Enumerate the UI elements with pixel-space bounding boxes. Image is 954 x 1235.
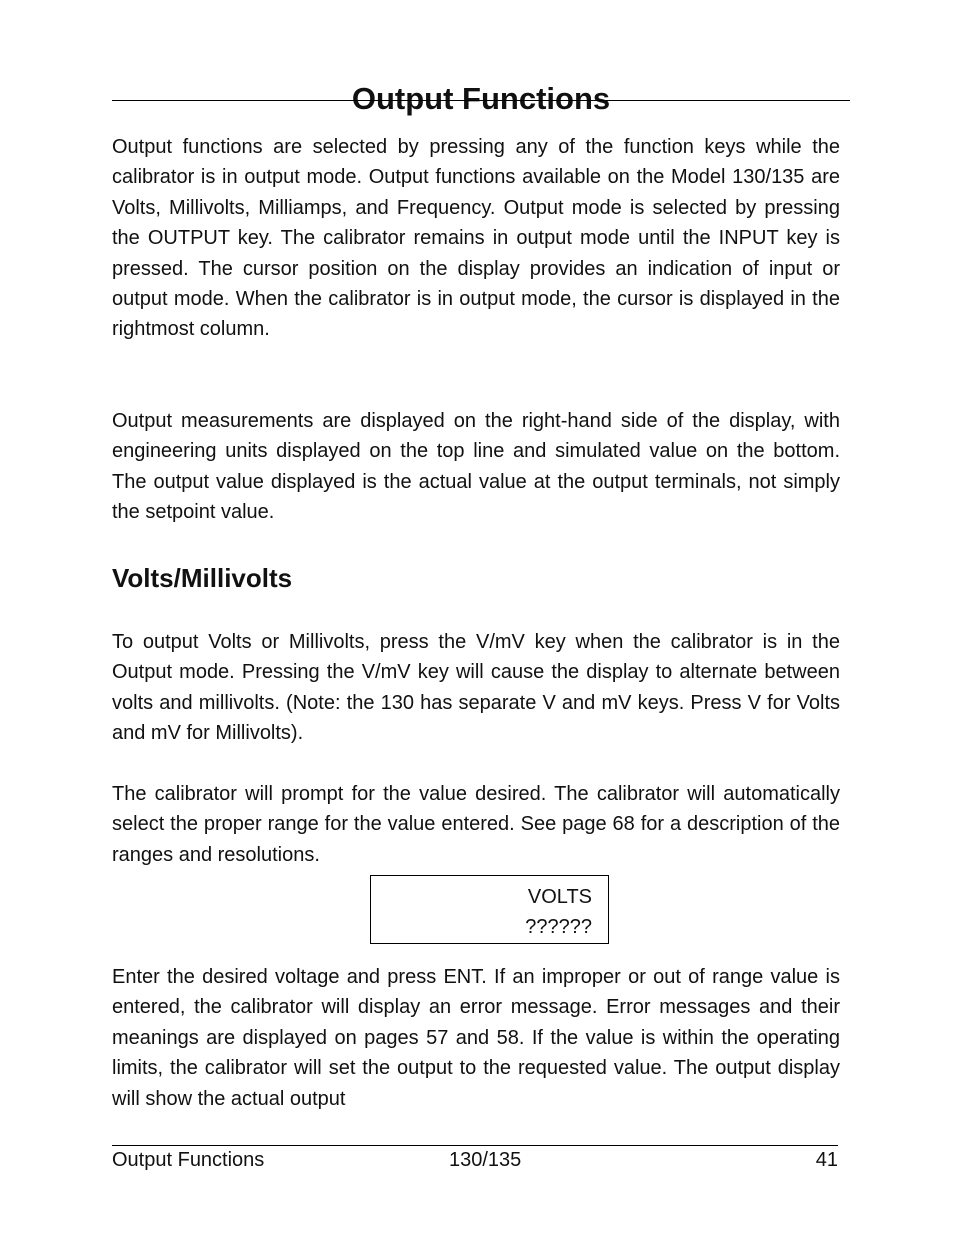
page-number: 41 (815, 1149, 838, 1171)
title-divider (112, 100, 850, 101)
display-example (370, 875, 609, 944)
display-value-line: ?????? (525, 916, 592, 938)
output-measurements-paragraph: Output measurements are displayed on the right-hand side of the display, with engineering units displayed on the top line and simulated value on the bottom. The output value displayed is the actual value at the output terminals, not simply the setpoint value. (112, 410, 840, 524)
display-units-line: VOLTS (527, 886, 592, 908)
footer-section-name: Output Functions (112, 1149, 265, 1171)
volts-instructions-paragraph: To output Volts or Millivolts, press the V/mV key when the calibrator is in the Output mode. Pressing the V/mV key will cause the display to alternate between volts and millivolts. (Note: the 130 has separate V and mV keys. Press V for Volts and mV for Millivolts). (112, 631, 840, 745)
section-heading: Volts/Millivolts (112, 563, 293, 593)
prompt-paragraph: The calibrator will prompt for the value desired. The calibrator will automatically select the proper range for the value entered. See page 68 for a description of the ranges and resolutions. (112, 783, 840, 866)
enter-value-paragraph: Enter the desired voltage and press ENT. If an improper or out of range value is entered, the calibrator will display an error message. Error messages and their meanings are displayed on pages 57 and 58. If the value is within the operating limits, the calibrator will set the output to the requested value. The output display will show the actual output (112, 966, 840, 1110)
footer-model: 130/135 (449, 1149, 522, 1171)
intro-paragraph: Output functions are selected by pressing any of the function keys while the calibrator is in output mode. Output functions available on the Model 130/135 are Volts, Millivolts, Milliamps, and Frequency. Output mode is selected by pressing the OUTPUT key. The calibrator remains in output mode until the INPUT key is pressed. The cursor position on the display provides an indication of input or output mode. When the calibrator is in output mode, the cursor is displayed in the rightmost column. (112, 136, 840, 341)
page-title: Output Functions (351, 80, 611, 116)
